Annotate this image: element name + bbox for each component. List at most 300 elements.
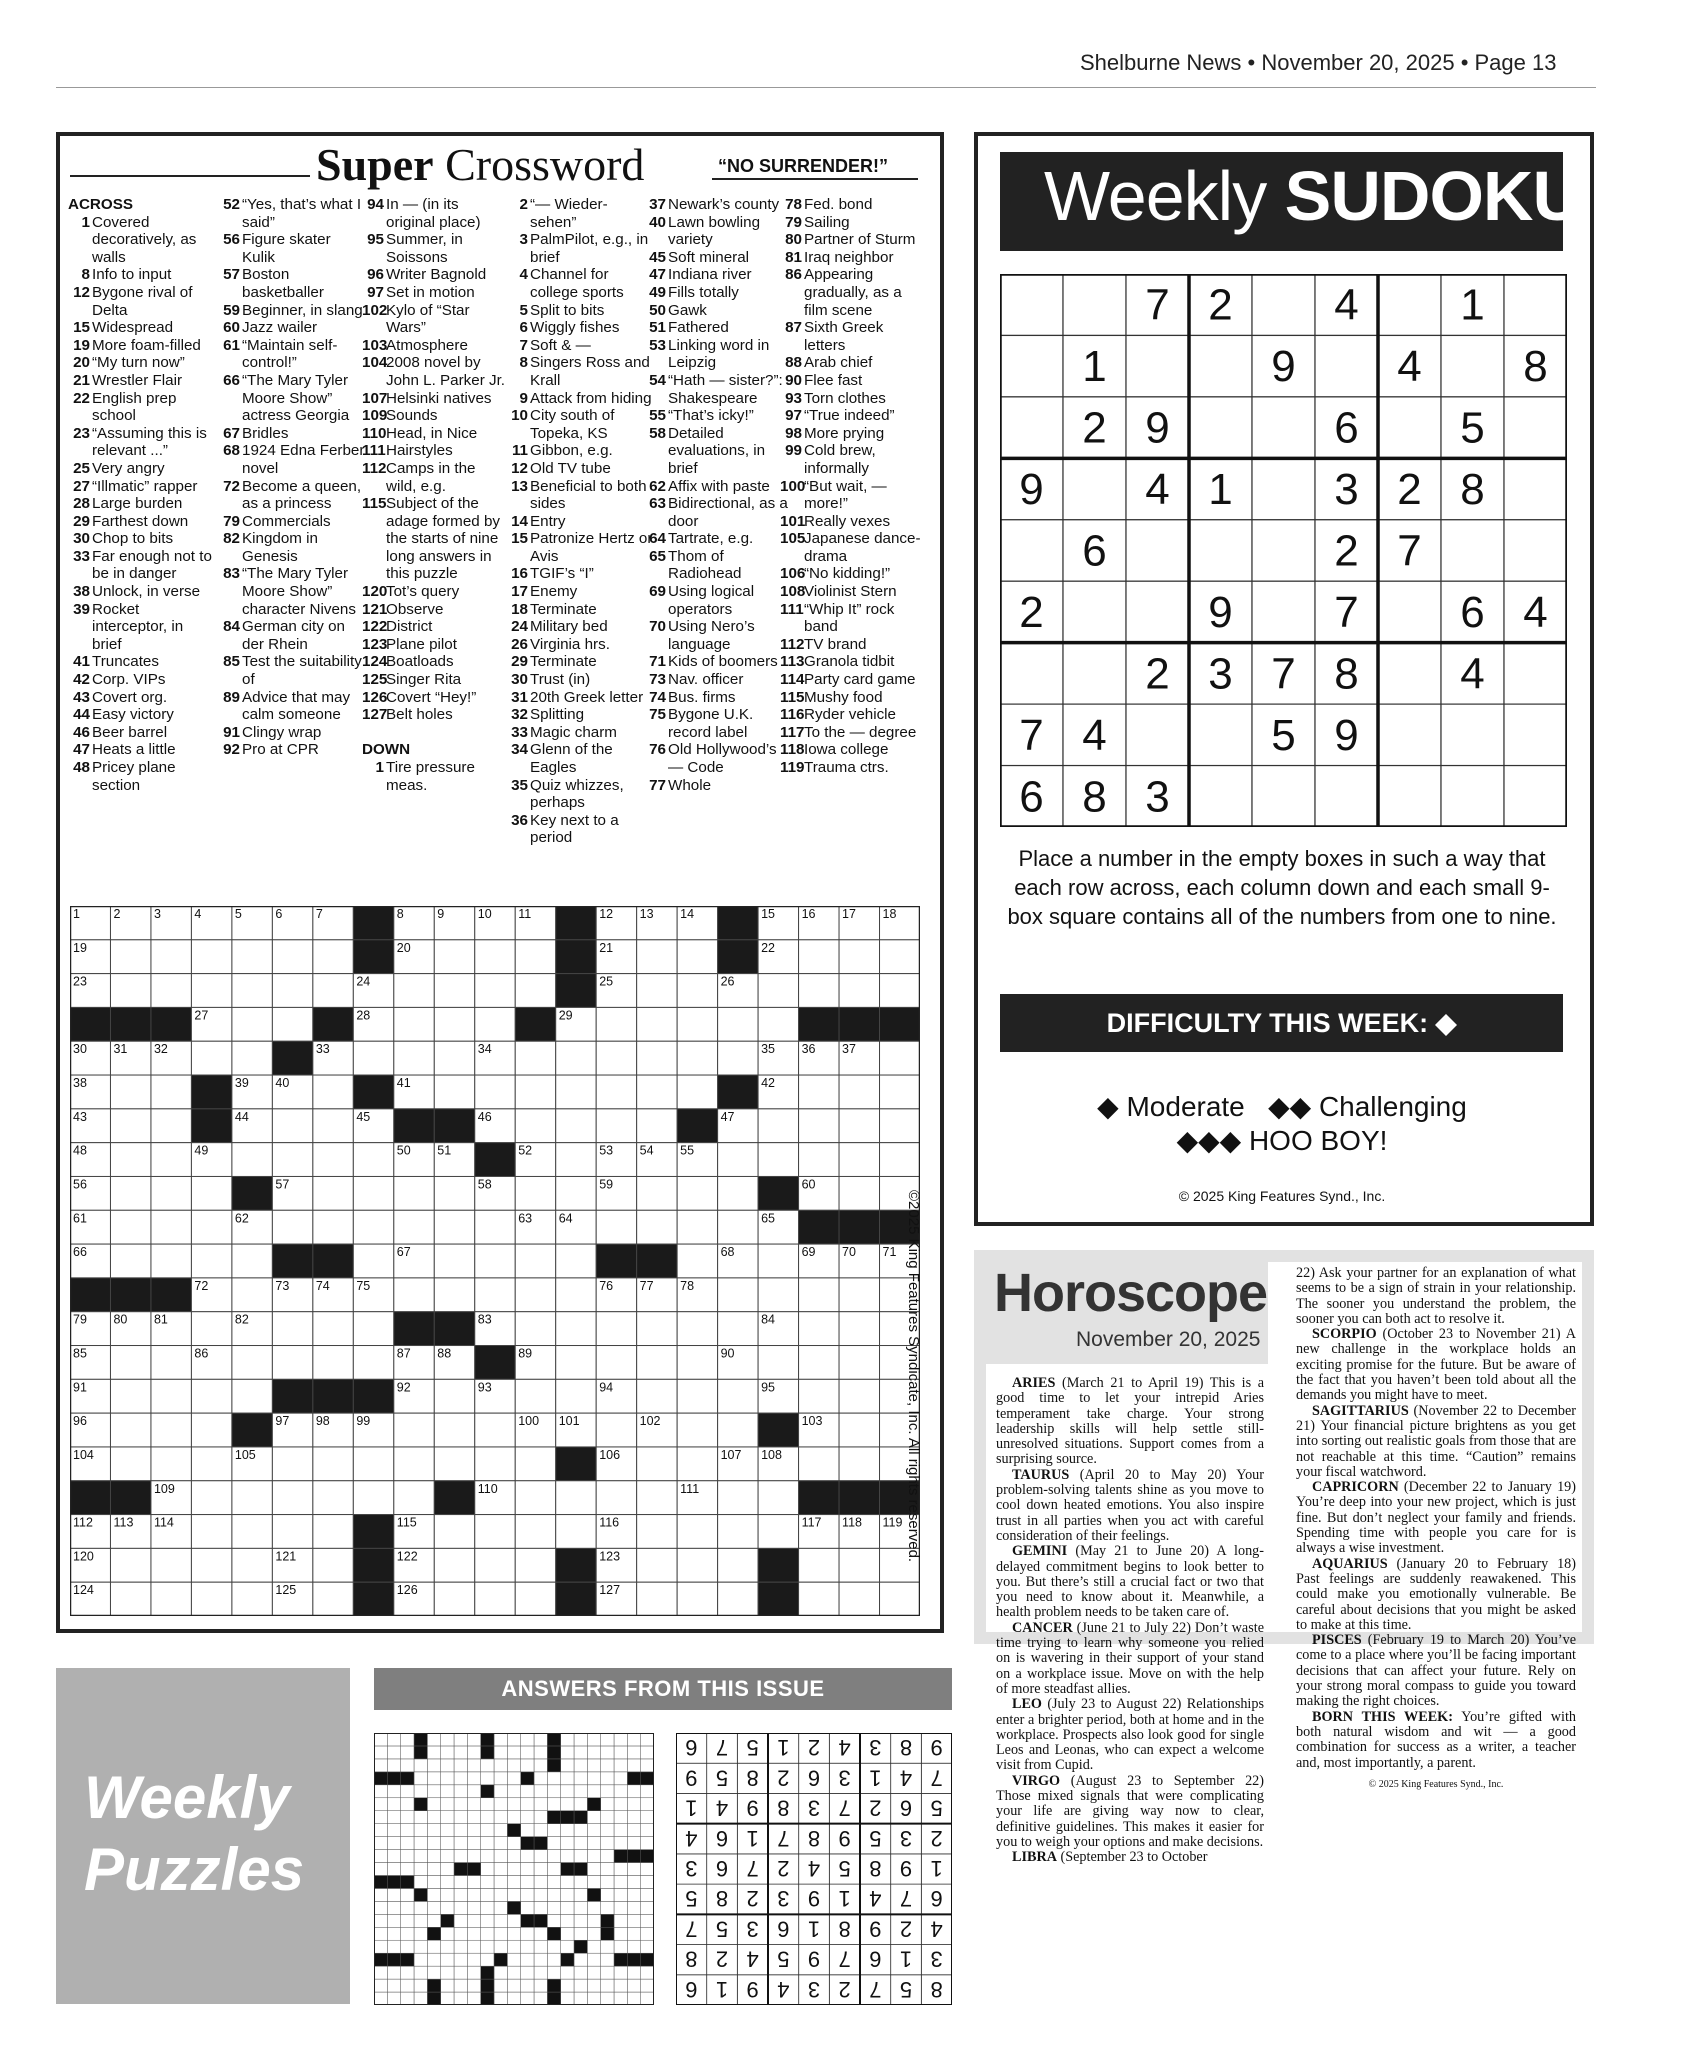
grid-cell[interactable] [434,1379,474,1413]
sudoku-cell[interactable] [1504,458,1567,519]
grid-cell[interactable] [880,1075,920,1109]
grid-cell[interactable] [799,1548,839,1582]
grid-cell[interactable] [110,1548,150,1582]
grid-cell[interactable] [556,1109,596,1143]
grid-cell[interactable] [191,1244,231,1278]
grid-cell[interactable] [394,1278,434,1312]
grid-cell[interactable] [880,1582,920,1616]
grid-cell[interactable] [313,940,353,974]
grid-cell[interactable] [515,1244,555,1278]
grid-cell[interactable] [232,1007,272,1041]
grid-cell[interactable] [515,1109,555,1143]
grid-cell[interactable] [272,1515,312,1549]
grid-cell[interactable] [677,1515,717,1549]
grid-cell[interactable] [596,1007,636,1041]
grid-cell[interactable] [596,1075,636,1109]
sudoku-cell[interactable] [1315,766,1378,827]
grid-cell[interactable] [232,1143,272,1177]
grid-cell[interactable] [718,1007,758,1041]
grid-cell[interactable] [758,1143,798,1177]
grid-cell[interactable] [232,940,272,974]
grid-cell[interactable] [110,1244,150,1278]
sudoku-cell[interactable] [1504,766,1567,827]
grid-cell[interactable] [637,1548,677,1582]
grid-cell[interactable] [475,1210,515,1244]
grid-cell[interactable] [475,1582,515,1616]
grid-cell[interactable] [151,940,191,974]
grid-cell[interactable] [799,1312,839,1346]
sudoku-grid[interactable] [1000,274,1567,827]
grid-cell[interactable] [839,974,879,1008]
grid-cell[interactable] [272,1210,312,1244]
grid-cell[interactable] [677,974,717,1008]
grid-cell[interactable] [718,1278,758,1312]
grid-cell[interactable] [434,1041,474,1075]
sudoku-cell[interactable] [1378,766,1441,827]
grid-cell[interactable] [151,1143,191,1177]
grid-cell[interactable] [475,1007,515,1041]
grid-cell[interactable] [677,1548,717,1582]
grid-cell[interactable] [839,1075,879,1109]
sudoku-cell[interactable] [1189,766,1252,827]
grid-cell[interactable] [272,1143,312,1177]
sudoku-cell[interactable] [1504,397,1567,458]
grid-cell[interactable] [110,1075,150,1109]
grid-cell[interactable] [799,1075,839,1109]
grid-cell[interactable] [637,1379,677,1413]
grid-cell[interactable] [556,1075,596,1109]
grid-cell[interactable] [475,1515,515,1549]
grid-cell[interactable] [596,1041,636,1075]
grid-cell[interactable] [191,1379,231,1413]
grid-cell[interactable] [191,1041,231,1075]
grid-cell[interactable] [839,1548,879,1582]
grid-cell[interactable] [718,1548,758,1582]
grid-cell[interactable] [880,940,920,974]
grid-cell[interactable] [677,1312,717,1346]
grid-cell[interactable] [475,1278,515,1312]
grid-cell[interactable] [151,1109,191,1143]
grid-cell[interactable] [434,1515,474,1549]
grid-cell[interactable] [637,1041,677,1075]
black-square [313,1007,353,1041]
grid-cell[interactable] [191,1548,231,1582]
grid-cell[interactable] [313,1447,353,1481]
sudoku-cell[interactable] [1252,274,1315,335]
grid-cell[interactable] [556,1244,596,1278]
clue-number: 120 [362,583,388,601]
grid-cell[interactable] [718,1515,758,1549]
sudoku-cell[interactable] [1126,520,1189,581]
grid-cell[interactable] [515,1176,555,1210]
grid-cell[interactable] [556,1312,596,1346]
grid-cell[interactable] [839,1176,879,1210]
sudoku-cell[interactable] [1378,643,1441,704]
grid-cell[interactable] [677,1413,717,1447]
grid-cell[interactable] [758,1346,798,1380]
grid-cell[interactable] [232,1379,272,1413]
grid-cell[interactable] [191,1413,231,1447]
grid-cell[interactable] [637,1447,677,1481]
grid-cell[interactable] [110,1176,150,1210]
sudoku-cell[interactable] [1252,581,1315,642]
grid-cell[interactable] [151,1346,191,1380]
grid-cell[interactable] [353,1244,393,1278]
grid-cell[interactable] [353,1143,393,1177]
grid-cell[interactable] [799,1447,839,1481]
grid-cell[interactable] [232,1041,272,1075]
grid-cell[interactable] [434,940,474,974]
grid-cell[interactable] [637,1582,677,1616]
grid-cell[interactable] [394,1041,434,1075]
sudoku-cell[interactable] [1063,581,1126,642]
grid-cell[interactable] [313,1481,353,1515]
grid-cell[interactable] [880,1109,920,1143]
grid-cell[interactable] [637,1075,677,1109]
grid-cell[interactable] [475,1447,515,1481]
sudoku-cell[interactable] [1378,397,1441,458]
grid-cell[interactable] [880,1041,920,1075]
sudoku-cell[interactable] [1441,335,1504,396]
sudoku-cell[interactable] [1189,704,1252,765]
grid-cell[interactable] [313,1210,353,1244]
grid-cell[interactable] [272,1481,312,1515]
grid-cell[interactable] [353,1210,393,1244]
grid-cell[interactable] [596,1109,636,1143]
grid-cell[interactable] [313,1312,353,1346]
answer-cell [587,1850,600,1863]
grid-cell[interactable] [839,940,879,974]
grid-cell[interactable] [677,1176,717,1210]
grid-cell[interactable] [394,1481,434,1515]
grid-cell[interactable] [353,1041,393,1075]
grid-cell[interactable] [110,940,150,974]
sudoku-cell[interactable] [1378,581,1441,642]
crossword-grid[interactable] [70,906,920,1616]
grid-cell[interactable] [394,1176,434,1210]
grid-cell[interactable] [799,1109,839,1143]
grid-cell[interactable] [677,1244,717,1278]
grid-cell[interactable] [313,1176,353,1210]
sudoku-cell[interactable] [1504,704,1567,765]
grid-cell[interactable] [232,1548,272,1582]
grid-cell[interactable] [677,1075,717,1109]
grid-cell[interactable] [191,940,231,974]
grid-cell[interactable] [191,1176,231,1210]
grid-cell[interactable] [799,1582,839,1616]
grid-cell[interactable] [839,1447,879,1481]
grid-cell[interactable] [151,1548,191,1582]
grid-cell[interactable] [596,1413,636,1447]
grid-cell[interactable] [880,974,920,1008]
grid-cell[interactable] [515,1548,555,1582]
cell-number: 83 [477,1312,492,1327]
grid-cell[interactable] [191,1582,231,1616]
grid-cell[interactable] [191,1210,231,1244]
grid-cell[interactable] [110,1346,150,1380]
sudoku-cell[interactable] [1252,458,1315,519]
grid-cell[interactable] [556,1379,596,1413]
grid-cell[interactable] [475,940,515,974]
grid-cell[interactable] [758,1007,798,1041]
grid-cell[interactable] [232,1582,272,1616]
grid-cell[interactable] [151,1244,191,1278]
grid-cell[interactable] [232,1481,272,1515]
grid-cell[interactable] [272,1007,312,1041]
grid-cell[interactable] [151,1413,191,1447]
grid-cell[interactable] [758,1481,798,1515]
grid-cell[interactable] [839,1312,879,1346]
sudoku-cell[interactable] [1000,397,1063,458]
grid-cell[interactable] [718,1176,758,1210]
sudoku-cell[interactable] [1126,581,1189,642]
grid-cell[interactable] [677,1210,717,1244]
grid-cell[interactable] [515,974,555,1008]
grid-cell[interactable] [677,1041,717,1075]
grid-cell[interactable] [718,1582,758,1616]
grid-cell[interactable] [880,1143,920,1177]
grid-cell[interactable] [515,1515,555,1549]
grid-cell[interactable] [434,1176,474,1210]
grid-cell[interactable] [313,1548,353,1582]
sudoku-cell[interactable] [1378,704,1441,765]
grid-cell[interactable] [110,1143,150,1177]
grid-cell[interactable] [191,1312,231,1346]
grid-cell[interactable] [353,1176,393,1210]
grid-cell[interactable] [718,1312,758,1346]
grid-cell[interactable] [596,1312,636,1346]
grid-cell[interactable] [232,974,272,1008]
grid-cell[interactable] [677,1582,717,1616]
grid-cell[interactable] [799,1278,839,1312]
grid-cell[interactable] [434,1007,474,1041]
grid-cell[interactable] [475,1244,515,1278]
cell-number: 88 [437,1346,452,1361]
grid-cell[interactable] [151,1176,191,1210]
sudoku-cell[interactable] [1315,335,1378,396]
grid-cell[interactable] [637,974,677,1008]
grid-cell[interactable] [556,1515,596,1549]
grid-cell[interactable] [515,1379,555,1413]
grid-cell[interactable] [313,1515,353,1549]
grid-cell[interactable] [758,1278,798,1312]
grid-cell[interactable] [272,1312,312,1346]
clue-text: Far enough not to be in danger [92,547,212,583]
grid-cell[interactable] [191,1515,231,1549]
grid-cell[interactable] [434,1447,474,1481]
black-square [556,1582,596,1616]
sudoku-cell[interactable] [1378,274,1441,335]
grid-cell[interactable] [313,1109,353,1143]
sudoku-cell[interactable] [1063,274,1126,335]
grid-cell[interactable] [677,1447,717,1481]
sudoku-cell[interactable] [1252,397,1315,458]
grid-cell[interactable] [799,1143,839,1177]
grid-cell[interactable] [799,1346,839,1380]
grid-cell[interactable] [596,1346,636,1380]
grid-cell[interactable] [151,1379,191,1413]
grid-cell[interactable] [434,1278,474,1312]
grid-cell[interactable] [637,1109,677,1143]
grid-cell[interactable] [434,1210,474,1244]
grid-cell[interactable] [556,1176,596,1210]
grid-cell[interactable] [434,1244,474,1278]
grid-cell[interactable] [515,1447,555,1481]
grid-cell[interactable] [191,1481,231,1515]
grid-cell[interactable] [596,1210,636,1244]
grid-cell[interactable] [758,1109,798,1143]
grid-cell[interactable] [110,1210,150,1244]
sudoku-cell[interactable] [1252,766,1315,827]
grid-cell[interactable] [839,1143,879,1177]
grid-cell[interactable] [677,1007,717,1041]
grid-cell[interactable] [353,1312,393,1346]
grid-cell[interactable] [110,1379,150,1413]
grid-cell[interactable] [353,1346,393,1380]
grid-cell[interactable] [232,1515,272,1549]
sudoku-cell[interactable] [1126,335,1189,396]
grid-cell[interactable] [556,1481,596,1515]
grid-cell[interactable] [434,1582,474,1616]
grid-cell[interactable] [718,1041,758,1075]
sudoku-cell[interactable] [1441,766,1504,827]
grid-cell[interactable] [191,1447,231,1481]
grid-cell[interactable] [515,1312,555,1346]
grid-cell[interactable] [839,1346,879,1380]
grid-cell[interactable] [515,1582,555,1616]
grid-cell[interactable] [475,1075,515,1109]
grid-cell[interactable] [353,1481,393,1515]
sudoku-cell[interactable] [1189,520,1252,581]
grid-cell[interactable] [272,1346,312,1380]
grid-cell[interactable] [110,1582,150,1616]
grid-cell[interactable] [637,940,677,974]
sudoku-cell[interactable] [1000,643,1063,704]
grid-cell[interactable] [475,974,515,1008]
grid-cell[interactable] [272,1109,312,1143]
grid-cell[interactable] [151,1447,191,1481]
grid-cell[interactable] [718,1210,758,1244]
grid-cell[interactable] [151,1075,191,1109]
grid-cell[interactable] [718,1143,758,1177]
grid-cell[interactable] [313,1582,353,1616]
grid-cell[interactable] [191,974,231,1008]
sudoku-cell[interactable] [1063,643,1126,704]
grid-cell[interactable] [718,1413,758,1447]
grid-cell[interactable] [272,974,312,1008]
sudoku-cell[interactable] [1063,458,1126,519]
sudoku-cell[interactable] [1000,520,1063,581]
grid-cell[interactable] [313,974,353,1008]
grid-cell[interactable] [839,1278,879,1312]
grid-cell[interactable] [596,1481,636,1515]
sudoku-cell[interactable] [1441,520,1504,581]
grid-cell[interactable] [110,1109,150,1143]
grid-cell[interactable] [839,1379,879,1413]
grid-cell[interactable] [839,1109,879,1143]
grid-cell[interactable] [637,1481,677,1515]
grid-cell[interactable] [313,1143,353,1177]
grid-cell[interactable] [232,1278,272,1312]
grid-cell[interactable] [677,1379,717,1413]
sudoku-cell[interactable] [1189,335,1252,396]
grid-cell[interactable] [313,1075,353,1109]
grid-cell[interactable] [799,974,839,1008]
grid-cell[interactable] [475,1413,515,1447]
grid-cell[interactable] [434,1075,474,1109]
grid-cell[interactable] [394,1007,434,1041]
sudoku-cell[interactable] [1000,335,1063,396]
grid-cell[interactable] [353,1447,393,1481]
grid-cell[interactable] [556,1346,596,1380]
grid-cell[interactable] [394,1210,434,1244]
grid-cell[interactable] [515,1075,555,1109]
grid-cell[interactable] [677,1346,717,1380]
grid-cell[interactable] [475,1548,515,1582]
grid-cell[interactable] [637,1312,677,1346]
grid-cell[interactable] [110,1447,150,1481]
grid-cell[interactable] [718,1379,758,1413]
grid-cell[interactable] [799,1379,839,1413]
grid-cell[interactable] [637,1210,677,1244]
grid-cell[interactable] [151,1582,191,1616]
grid-cell[interactable] [515,1278,555,1312]
grid-cell[interactable] [110,974,150,1008]
sudoku-cell[interactable] [1252,520,1315,581]
grid-cell[interactable] [718,1481,758,1515]
grid-cell[interactable] [232,1346,272,1380]
grid-cell[interactable] [556,1041,596,1075]
sudoku-cell[interactable] [1189,397,1252,458]
grid-cell[interactable] [758,974,798,1008]
grid-cell[interactable] [839,1582,879,1616]
grid-cell[interactable] [556,1143,596,1177]
grid-cell[interactable] [394,974,434,1008]
grid-cell[interactable] [272,1447,312,1481]
grid-cell[interactable] [637,1176,677,1210]
grid-cell[interactable] [556,1278,596,1312]
sudoku-cell[interactable] [1000,274,1063,335]
grid-cell[interactable] [394,1413,434,1447]
grid-cell[interactable] [313,1346,353,1380]
grid-cell[interactable] [434,974,474,1008]
grid-cell[interactable] [394,1447,434,1481]
grid-cell[interactable] [272,940,312,974]
sudoku-cell[interactable] [1441,704,1504,765]
sudoku-cell[interactable] [1504,274,1567,335]
grid-cell[interactable] [434,1413,474,1447]
grid-cell[interactable] [515,940,555,974]
grid-cell[interactable] [758,1515,798,1549]
grid-cell[interactable] [515,1041,555,1075]
sudoku-cell[interactable] [1126,704,1189,765]
grid-cell[interactable] [151,1210,191,1244]
grid-cell[interactable] [637,1515,677,1549]
sudoku-cell[interactable] [1504,520,1567,581]
sudoku-cell[interactable] [1504,643,1567,704]
grid-cell[interactable] [677,940,717,974]
grid-cell[interactable] [434,1548,474,1582]
grid-cell[interactable] [232,1244,272,1278]
grid-cell[interactable] [799,940,839,974]
grid-cell[interactable] [637,1007,677,1041]
grid-cell[interactable] [758,1244,798,1278]
grid-cell[interactable] [110,1413,150,1447]
grid-cell[interactable] [637,1346,677,1380]
grid-cell[interactable] [839,1413,879,1447]
grid-cell[interactable] [151,974,191,1008]
grid-cell[interactable] [515,1481,555,1515]
